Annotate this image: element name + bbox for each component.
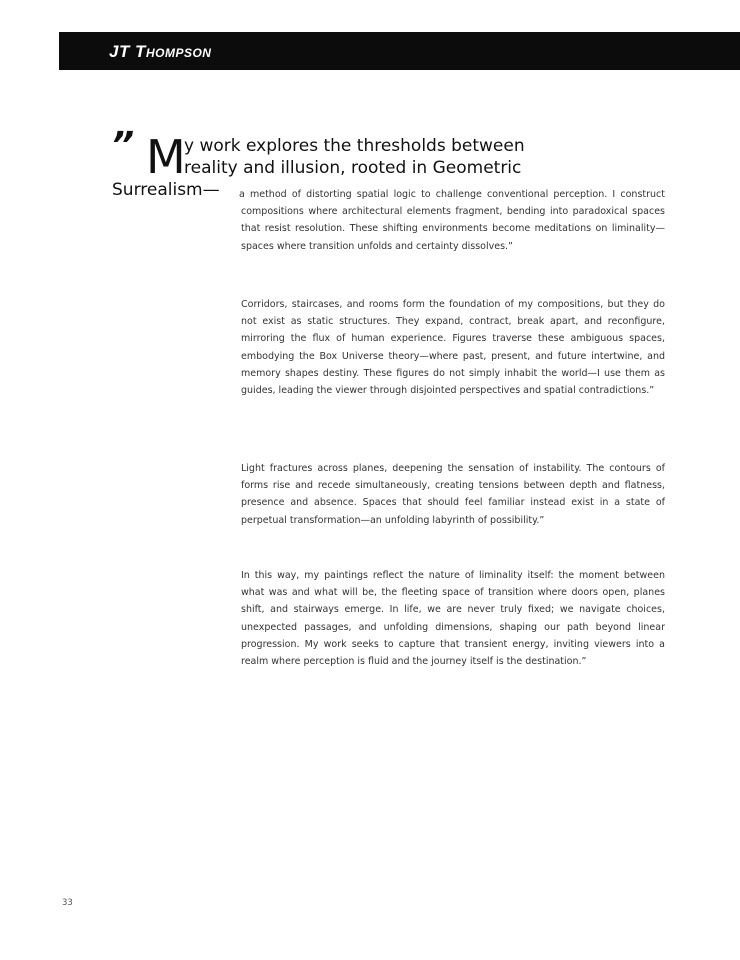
header-bar (59, 32, 740, 70)
artist-name-rest: HOMPSON (145, 46, 212, 60)
paragraph-2: Corridors, staircases, and rooms form the foundation of my compositions, but they do not exist as static structures. They expand, contract, break apart, and reconfigure, mirroring the flux of human experience. Figures traverse these ambiguous spaces, embodying the Box Universe theory—where past, present, and future intertwine, and memory shapes destiny. These figures do not simply inhabit the world—I use them as guides, leading the viewer through disjointed perspectives and spatial contradictions.” (241, 299, 665, 397)
page-number: 33 (62, 898, 73, 908)
lead-line-2: reality and illusion, rooted in Geometric (184, 158, 522, 178)
artist-name-initials: JT T (109, 42, 146, 61)
paragraph-3: Light fractures across planes, deepening the sensation of instability. The contours of forms rise and recede simultaneously, creating tensions between depth and flatness, presence and absence. Spaces that should feel familiar instead exist in a state of perpetual transformation—an unfolding labyrinth of possibility.” (241, 463, 665, 526)
paragraph-4: In this way, my paintings reflect the nature of liminality itself: the moment between what was and what will be, the fleeting space of transition where doors open, planes shift, and stairways emerge. In life, we are never truly fixed; we navigate choices, unexpected passages, and unfolding dimensions, shaping our path beyond linear progression. My work seeks to capture that transient energy, inviting viewers into a realm where perception is fluid and the journey itself is the destination.” (241, 570, 665, 668)
open-quote-mark: ” (111, 125, 135, 166)
first-paragraph: a method of distorting spatial logic to challenge conventional perception. I construct compositions where architectural elements fragment, bending into paradoxical spaces that resist resolution. These shifting environments become meditations on liminality—spaces where transition unfolds and certainty dissolves.” (239, 189, 665, 252)
drop-cap: M (146, 130, 186, 184)
lead-line-1: y work explores the thresholds between (184, 136, 525, 156)
artist-name (109, 42, 211, 62)
lead-word: Surrealism— (112, 180, 220, 200)
